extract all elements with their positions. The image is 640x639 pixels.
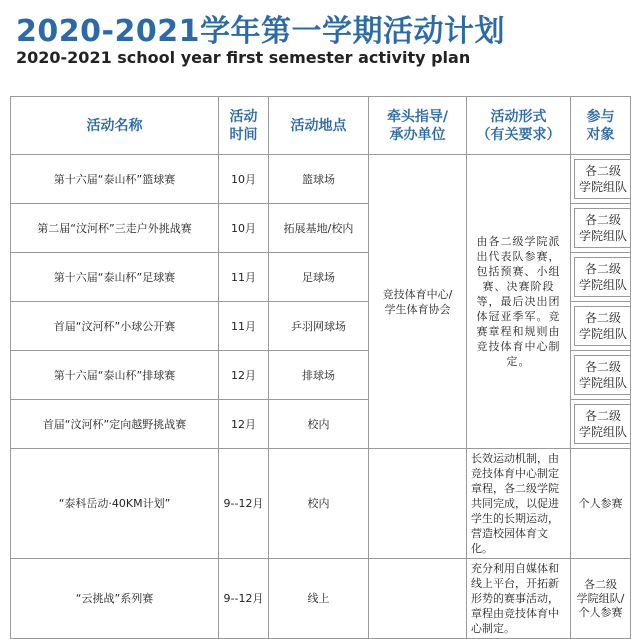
activity-location: 线上	[269, 559, 369, 639]
activity-location: 校内	[269, 400, 369, 449]
activity-time: 12月	[219, 351, 269, 400]
participants-line2: 学院组队	[578, 278, 627, 292]
participants-cell	[571, 155, 631, 204]
activity-time: 11月	[219, 253, 269, 302]
activity-name: 第十六届“泰山杯”篮球赛	[11, 155, 219, 204]
activity-form-main: 由各二级学院派出代表队参赛，包括预赛、小组赛、决赛阶段等，最后决出团体冠亚季军。竞赛章程和规则由竞技体育中心制定。	[467, 155, 571, 449]
activity-location: 篮球场	[269, 155, 369, 204]
header-time-line1: 活动	[229, 108, 258, 125]
activity-location: 排球场	[269, 351, 369, 400]
participants-line3: 个人参赛	[578, 605, 623, 619]
header-form-line2: （有关要求）	[476, 126, 561, 143]
participants-line2: 学院组队	[578, 180, 627, 194]
organizer-cell	[369, 155, 467, 449]
participants-box	[574, 404, 631, 444]
table-row	[11, 155, 631, 204]
participants-cell	[571, 400, 631, 449]
activity-name: 第十六届“泰山杯”排球赛	[11, 351, 219, 400]
page-subtitle-en: 2020-2021 school year first semester activity plan	[16, 48, 471, 67]
activity-name: 第十六届“泰山杯”足球赛	[11, 253, 219, 302]
activity-location: 乒羽网球场	[269, 302, 369, 351]
header-time-line2: 时间	[229, 126, 258, 143]
participants-line2: 学院组队/	[576, 591, 625, 605]
participants-line1: 各二级	[584, 409, 621, 423]
activity-name: 首届“汶河杯”定向越野挑战赛	[11, 400, 219, 449]
participants-line1: 各二级	[584, 311, 621, 325]
header-participants	[571, 97, 631, 155]
participants-line1: 各二级	[584, 164, 621, 178]
participants-individual: 个人参赛	[571, 449, 631, 559]
activity-time: 9--12月	[219, 449, 269, 559]
table-row	[11, 559, 631, 639]
participants-line1: 各二级	[584, 213, 621, 227]
activity-form-cloud: 充分利用自媒体和线上平台，开拓新形势的赛事活动，章程由竞技体育中心制定。	[467, 559, 571, 639]
participants-line1: 各二级	[584, 262, 621, 276]
participants-cell	[571, 253, 631, 302]
participants-line1: 各二级	[584, 360, 621, 374]
header-organizer-line2: 承办单位	[389, 126, 446, 143]
participants-cell	[571, 559, 631, 639]
participants-cell	[571, 204, 631, 253]
activity-time: 11月	[219, 302, 269, 351]
organizer-empty-cell	[369, 449, 467, 559]
participants-line2: 学院组队	[578, 327, 627, 341]
header-participants-line2: 对象	[586, 126, 615, 143]
activity-time: 10月	[219, 204, 269, 253]
participants-box	[574, 208, 631, 248]
participants-box	[574, 257, 631, 297]
participants-line2: 学院组队	[578, 376, 627, 390]
header-activity-name: 活动名称	[11, 97, 219, 155]
participants-line2: 学院组队	[578, 229, 627, 243]
header-activity-time	[219, 97, 269, 155]
activity-form-40km: 长效运动机制，由竞技体育中心制定章程，各二级学院共同完成，以促进学生的长期运动，营造校园体育文化。	[467, 449, 571, 559]
activity-location: 校内	[269, 449, 369, 559]
activity-time: 12月	[219, 400, 269, 449]
organizer-empty-cell	[369, 559, 467, 639]
header-organizer	[369, 97, 467, 155]
table-row	[11, 449, 631, 559]
organizer-line1: 竞技体育中心/	[382, 287, 453, 301]
activity-location: 足球场	[269, 253, 369, 302]
participants-cell	[571, 351, 631, 400]
participants-box	[574, 159, 631, 199]
organizer-line2: 学生体育协会	[384, 302, 451, 316]
header-form-line1: 活动形式	[490, 108, 547, 125]
activity-location: 拓展基地/校内	[269, 204, 369, 253]
page-title: 2020-2021学年第一学期活动计划	[16, 14, 505, 49]
activity-name: “泰科岳动·40KM计划”	[11, 449, 219, 559]
header-participants-line1: 参与	[586, 108, 615, 125]
participants-line2: 学院组队	[578, 425, 627, 439]
activity-time: 10月	[219, 155, 269, 204]
header-activity-form	[467, 97, 571, 155]
header-organizer-line1: 牵头指导/	[386, 108, 449, 125]
activity-name: “云挑战”系列赛	[11, 559, 219, 639]
participants-box	[574, 355, 631, 395]
participants-cell	[571, 302, 631, 351]
participants-box	[574, 306, 631, 346]
participants-line1: 各二级	[584, 577, 617, 591]
activity-name: 首届“汶河杯”小球公开赛	[11, 302, 219, 351]
header-row	[11, 97, 631, 155]
activity-name: 第二届“汶河杯”三走户外挑战赛	[11, 204, 219, 253]
activity-time: 9--12月	[219, 559, 269, 639]
header-location: 活动地点	[269, 97, 369, 155]
activity-plan-table	[10, 96, 631, 639]
